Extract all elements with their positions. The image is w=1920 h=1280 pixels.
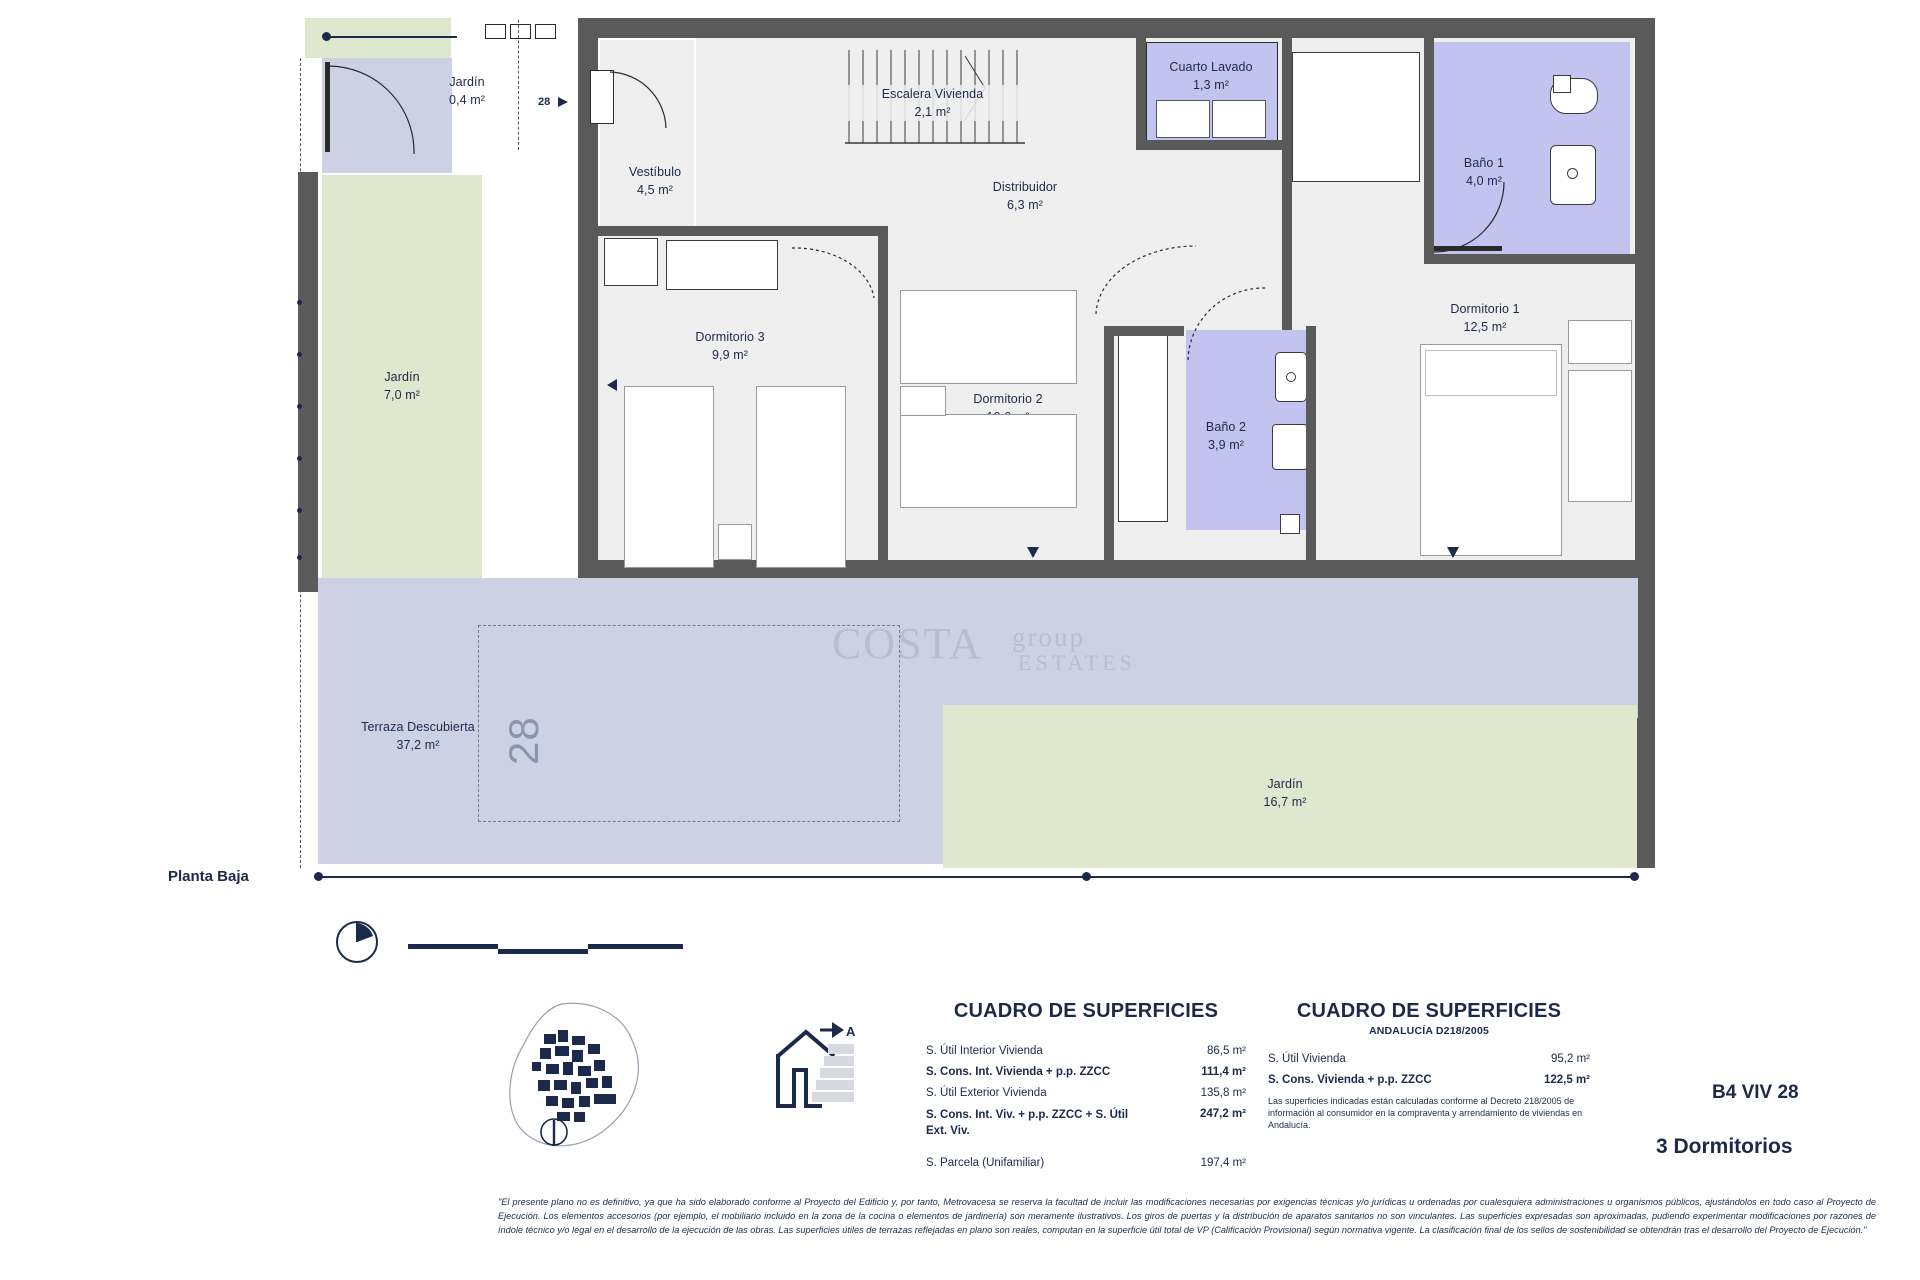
room-label-bano-2: Baño 2 3,9 m²	[1205, 420, 1247, 453]
room-label-vestibulo: Vestíbulo 4,5 m²	[628, 165, 682, 198]
watermark-costa: COSTA	[832, 619, 983, 668]
surface-table-right-note: Las superficies indicadas están calculadas conforme al Decreto 218/2005 de información al consumidor en la compraventa y arrendamiento de viviendas en Andalucía.	[1268, 1096, 1583, 1131]
dorm2-window-arrow-icon	[1026, 546, 1042, 560]
top-window-3	[535, 24, 556, 39]
scale-bar	[408, 938, 688, 958]
floor-orientation-icon	[760, 1012, 870, 1112]
dorm3-bed-left	[624, 386, 714, 568]
inner-wall-mid-vertical	[1104, 326, 1114, 560]
dorm2-bed	[900, 290, 1077, 384]
surface-table-right-title: CUADRO DE SUPERFICIES	[1296, 1000, 1562, 1022]
unit-code: B4 VIV 28	[1712, 1082, 1799, 1103]
closet-strip-right	[1292, 186, 1418, 296]
bedrooms-count: 3 Dormitorios	[1656, 1135, 1793, 1158]
dorm2-wardrobe	[1118, 330, 1168, 522]
bano2-shower	[1280, 514, 1300, 534]
table-row: S. Útil Vivienda 95,2 m²	[1268, 1053, 1590, 1065]
lavado-appliance-1	[1156, 100, 1210, 138]
dorm3-door-swing-icon	[790, 246, 880, 306]
room-label-dormitorio-3: Dormitorio 3 9,9 m²	[695, 330, 765, 363]
plot-boundary-bottom	[318, 876, 1638, 878]
room-label-cuarto-lavado: Cuarto Lavado 1,3 m²	[1169, 60, 1253, 93]
boundary-dot-right	[1630, 872, 1639, 881]
room-label-bano-1: Baño 1 4,0 m²	[1463, 156, 1505, 189]
top-window-1	[485, 24, 506, 39]
table-row: S. Cons. Int. Viv. + p.p. ZZCC + S. Útil Ext. Viv. 247,2 m²	[926, 1108, 1246, 1137]
room-label-dormitorio-1: Dormitorio 1 12,5 m²	[1450, 302, 1520, 335]
inner-wall-bano2-right	[1306, 326, 1316, 560]
table-row: S. Útil Interior Vivienda 86,5 m²	[926, 1045, 1246, 1057]
unit-number-large: 28	[500, 716, 547, 765]
closet-between	[1316, 336, 1416, 506]
inner-wall-lavado-left	[1136, 38, 1146, 150]
bano1-shower	[1553, 75, 1571, 93]
watermark-group: group	[1012, 622, 1085, 652]
room-label-dormitorio-2: Dormitorio 2	[973, 392, 1043, 406]
room-label-escalera: Escalera Vivienda 2,1 m²	[825, 85, 1040, 121]
room-label-distribuidor: Distribuidor 6,3 m²	[992, 180, 1058, 213]
building-wall-lower-right	[1635, 560, 1655, 868]
room-label-garden-left: Jardín 7,0 m²	[383, 370, 421, 403]
bano1-sink-drain-icon	[1567, 168, 1578, 179]
building-wall-bottom-main	[578, 560, 1655, 578]
dorm1-bed-pillow	[1425, 350, 1557, 396]
unit-tag-arrow-icon	[558, 96, 572, 110]
unit-tag-28: 28	[538, 96, 551, 108]
inner-wall-dorm3-top	[598, 226, 888, 236]
boundary-dot-left	[314, 872, 323, 881]
watermark-estates: ESTATES	[1018, 650, 1136, 675]
table-row: S. Cons. Int. Vivienda + p.p. ZZCC 111,4 m²	[926, 1066, 1246, 1078]
bano1-door-swing-icon	[1432, 180, 1512, 260]
inner-wall-lavado-bottom	[1136, 140, 1286, 150]
surface-table-left-title: CUADRO DE SUPERFICIES	[953, 1000, 1219, 1022]
dorm1-wardrobe	[1568, 370, 1632, 502]
bano2-door-swing-icon	[1186, 286, 1276, 366]
dorm3-window-arrow-icon	[606, 378, 620, 392]
surface-table-right	[1268, 1000, 1590, 1131]
unit-entry-dashed	[518, 20, 519, 150]
front-door-swing-icon	[608, 70, 678, 140]
garden-small-dot	[322, 32, 331, 41]
dorm3-bed-right	[756, 386, 846, 568]
inner-wall-bano1-left	[1424, 38, 1434, 264]
inner-wall-mid-top	[1104, 326, 1184, 336]
bano2-sink-drain-icon	[1286, 372, 1296, 382]
boundary-left-dots	[297, 300, 303, 560]
closet-top-right	[1292, 52, 1420, 182]
dorm2-door-swing-icon	[1090, 244, 1200, 320]
dorm2-nightstand	[900, 386, 946, 416]
site-map-icon	[502, 1000, 692, 1158]
dorm3-nightstand	[718, 524, 752, 560]
surface-table-right-subtitle: ANDALUCÍA D218/2005	[1368, 1025, 1490, 1037]
room-label-garden-lower: Jardín 16,7 m²	[1263, 777, 1307, 810]
table-row: S. Parcela (Unifamiliar) 197,4 m²	[926, 1157, 1246, 1170]
scale-dial-icon	[335, 920, 379, 964]
legal-disclaimer: "El presente plano no es definitivo, ya que ha sido elaborado conforme al Proyecto del Edificio y, por tanto, Metrovacesa se reserva la facultad de incluir las modificaciones necesarias por exigencias técnicas y/o jurídicas u ordenadas por cualesquiera administraciones u organismos públicos, ajustándolos en todo caso al Proyecto de Ejecución. Los elementos accesorios (por ejemplo, el mobiliario incluido en la zona de la cocina o elementos de jardinería) son meramente ilustrativos. Los giros de puertas y la distribución de aparatos sanitarios no son vinculantes. Las superficies expresadas son aproximadas, pudiendo experimentar modificaciones por razones de índole técnico y/o legal en el desarrollo de la ejecución de las obras. Las superficies útiles de terrazas reflejadas en plano son reales, computan en la superficie útil total de VP (Calificación Provisional) según normativa vigente. La clasificación final de los sellos de sostenibilidad se obtendrán tras el desarrollo del Proyecto de Ejecución."	[498, 1197, 1876, 1235]
garden-small-line	[327, 36, 457, 38]
inner-wall-bano1-bottom	[1424, 254, 1635, 264]
room-label-garden-small: Jardín 0,4 m²	[448, 75, 486, 108]
inner-wall-right-vertical	[1282, 38, 1292, 378]
dorm1-window-arrow-icon	[1446, 546, 1462, 560]
top-window-2	[510, 24, 531, 39]
room-label-terraza: Terraza Descubierta 37,2 m²	[361, 720, 475, 753]
boundary-dot-mid	[1082, 872, 1091, 881]
floor-label: Planta Baja	[168, 868, 249, 885]
dorm2-bed-2	[900, 414, 1077, 508]
north-letter: A	[846, 1024, 856, 1039]
dorm1-nightstand	[1568, 320, 1632, 364]
building-wall-top	[578, 18, 1655, 38]
dorm3-closet-2	[666, 240, 778, 290]
lavado-appliance-2	[1212, 100, 1266, 138]
table-row: S. Útil Exterior Vivienda 135,8 m²	[926, 1087, 1246, 1099]
table-row: S. Cons. Vivienda + p.p. ZZCC 122,5 m²	[1268, 1074, 1590, 1086]
dorm3-closet-1	[604, 238, 658, 286]
surface-table-left	[926, 1000, 1246, 1178]
